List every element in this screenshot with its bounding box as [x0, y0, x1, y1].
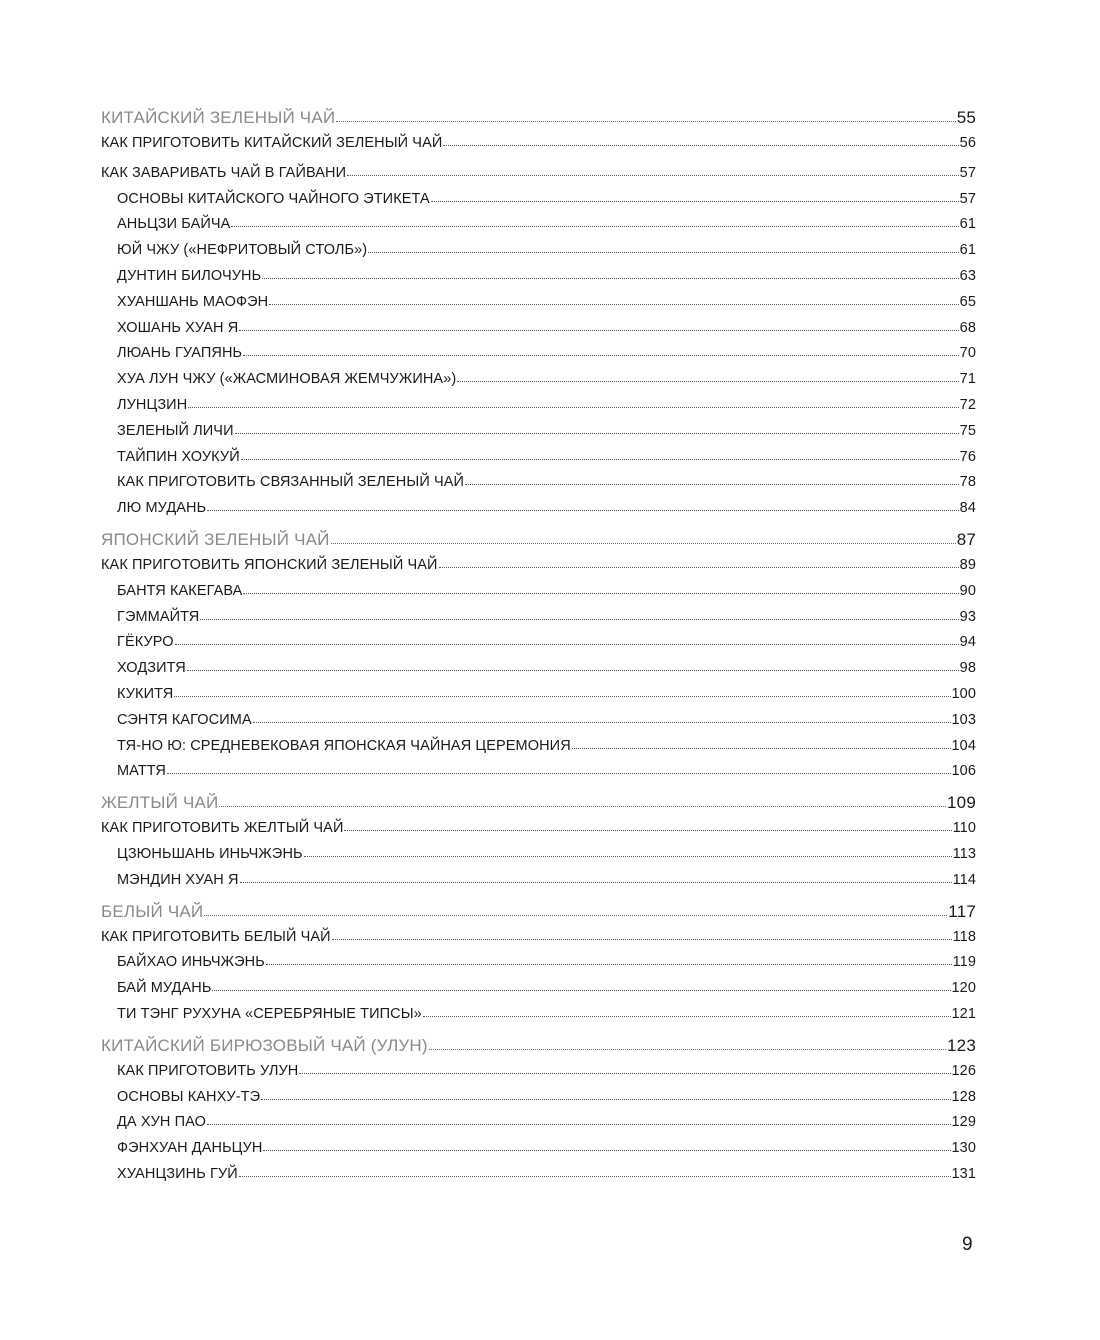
- toc-entry-page: 126: [951, 1062, 976, 1079]
- dot-leader: [431, 200, 959, 202]
- toc-entry-page: 70: [959, 345, 976, 362]
- toc-entry-page: 121: [951, 1005, 976, 1022]
- toc-entry: [101, 557, 976, 583]
- toc-entry: [101, 872, 976, 898]
- dot-leader: [174, 695, 950, 697]
- toc-entry-page: 129: [951, 1114, 976, 1131]
- toc-entry: [101, 1006, 976, 1032]
- toc-entry-page: 131: [951, 1165, 976, 1182]
- toc-entry: [101, 423, 976, 449]
- toc-entry-page: 57: [959, 190, 976, 207]
- toc-entry-title: ХОШАНЬ ХУАН Я: [117, 319, 239, 336]
- toc-entry-title: КИТАЙСКИЙ ЗЕЛЕНЫЙ ЧАЙ: [101, 108, 336, 127]
- toc-entry: [101, 763, 976, 789]
- toc-entry-title: БЕЛЫЙ ЧАЙ: [101, 901, 204, 921]
- toc-entry-title: ЗЕЛЕНЫЙ ЛИЧИ: [117, 422, 234, 439]
- toc-entry: [101, 738, 976, 764]
- toc-entry-page: 87: [956, 529, 976, 549]
- toc-entry-title: КАК ПРИГОТОВИТЬ СВЯЗАННЫЙ ЗЕЛЕНЫЙ ЧАЙ: [117, 474, 465, 491]
- dot-leader: [429, 1048, 946, 1050]
- toc-entry-page: 84: [959, 500, 976, 517]
- toc-entry-page: 106: [951, 763, 976, 780]
- toc-entry: [101, 634, 976, 660]
- toc-entry-page: 90: [959, 582, 976, 599]
- toc-entry-title: СЭНТЯ КАГОСИМА: [117, 711, 252, 728]
- toc-entry-page: 100: [951, 685, 976, 702]
- toc-entry: [101, 846, 976, 872]
- toc-entry-title: КАК ЗАВАРИВАТЬ ЧАЙ В ГАЙВАНИ: [101, 164, 347, 181]
- toc-entry: [101, 500, 976, 526]
- toc-entry: [101, 712, 976, 738]
- dot-leader: [269, 303, 958, 305]
- toc-entry-page: 89: [959, 556, 976, 573]
- toc-entry-title: ХУАНЦЗИНЬ ГУЙ: [117, 1165, 238, 1182]
- toc-entry-page: 61: [959, 216, 976, 233]
- toc-entry-title: ЛУНЦЗИН: [117, 396, 188, 413]
- dot-leader: [207, 1123, 951, 1125]
- dot-leader: [336, 120, 955, 122]
- toc-entry: [101, 191, 976, 217]
- toc-entry-page: 98: [959, 660, 976, 677]
- dot-leader: [465, 483, 959, 485]
- toc-section-heading: [101, 530, 976, 557]
- dot-leader: [457, 380, 958, 382]
- toc-entry: [101, 474, 976, 500]
- toc-section-heading: [101, 1036, 976, 1063]
- toc-entry: [101, 449, 976, 475]
- toc-entry-title: БАЙ МУДАНЬ: [117, 980, 212, 997]
- dot-leader: [231, 225, 958, 227]
- toc-entry-title: ГЁКУРО: [117, 634, 174, 651]
- toc-entry-page: 119: [952, 954, 976, 971]
- dot-leader: [204, 914, 947, 916]
- toc-entry-title: ЦЗЮНЬШАНЬ ИНЬЧЖЭНЬ: [117, 845, 303, 862]
- dot-leader: [368, 251, 958, 253]
- toc-entry-page: 110: [952, 820, 976, 837]
- dot-leader: [263, 1149, 950, 1151]
- toc-entry-title: КАК ПРИГОТОВИТЬ КИТАЙСКИЙ ЗЕЛЕНЫЙ ЧАЙ: [101, 135, 443, 151]
- toc-entry-title: КАК ПРИГОТОВИТЬ ЖЕЛТЫЙ ЧАЙ: [101, 820, 344, 837]
- toc-entry-title: ХОДЗИТЯ: [117, 660, 186, 677]
- toc-entry-title: ДУНТИН БИЛОЧУНЬ: [117, 267, 262, 284]
- toc-entry-page: 63: [959, 267, 976, 284]
- dot-leader: [175, 643, 959, 645]
- toc-entry-page: 65: [959, 293, 976, 310]
- dot-leader: [304, 855, 952, 857]
- toc-entry: [101, 660, 976, 686]
- toc-entry-title: КИТАЙСКИЙ БИРЮЗОВЫЙ ЧАЙ (УЛУН): [101, 1035, 428, 1055]
- toc-entry-page: 93: [959, 608, 976, 625]
- toc-entry-page: 61: [959, 242, 976, 259]
- toc-entry: [101, 1063, 976, 1089]
- dot-leader: [243, 354, 959, 356]
- toc-entry-title: ДА ХУН ПАО: [117, 1114, 206, 1131]
- toc-entry-title: ТАЙПИН ХОУКУЙ: [117, 448, 240, 465]
- toc-entry-title: ЯПОНСКИЙ ЗЕЛЕНЫЙ ЧАЙ: [101, 529, 330, 549]
- toc-section-heading: [101, 902, 976, 929]
- toc-section-heading: [101, 108, 976, 135]
- toc-entry-page: 76: [959, 448, 976, 465]
- toc-entry-page: 117: [948, 901, 976, 921]
- toc-entry-title: ХУАНШАНЬ МАОФЭН: [117, 293, 269, 310]
- toc-entry-page: 56: [959, 135, 976, 151]
- dot-leader: [188, 406, 958, 408]
- dot-leader: [207, 509, 958, 511]
- dot-leader: [219, 805, 946, 807]
- dot-leader: [439, 566, 959, 568]
- toc-entry: [101, 268, 976, 294]
- dot-leader: [344, 829, 951, 831]
- toc-entry: [101, 216, 976, 242]
- dot-leader: [253, 721, 951, 723]
- toc-entry: [101, 371, 976, 397]
- toc-entry-title: ФЭНХУАН ДАНЬЦУН: [117, 1140, 263, 1157]
- toc-entry-page: 130: [951, 1140, 976, 1157]
- toc-entry: [101, 980, 976, 1006]
- dot-leader: [262, 277, 958, 279]
- toc-entry: [101, 1140, 976, 1166]
- toc-entry: [101, 397, 976, 423]
- toc-entry-title: ТЯ-НО Ю: СРЕДНЕВЕКОВАЯ ЯПОНСКАЯ ЧАЙНАЯ ЦЕРЕМОНИЯ: [117, 737, 571, 754]
- toc-entry-page: 114: [952, 871, 976, 888]
- toc-entry-title: КУКИТЯ: [117, 685, 174, 702]
- dot-leader: [239, 1175, 951, 1177]
- dot-leader: [347, 174, 959, 176]
- toc-entry: [101, 294, 976, 320]
- toc-entry-page: 75: [959, 422, 976, 439]
- toc-section-heading: [101, 793, 976, 820]
- dot-leader: [200, 618, 958, 620]
- dot-leader: [332, 938, 952, 940]
- toc-entry-page: 120: [951, 980, 976, 997]
- toc-entry-title: ТИ ТЭНГ РУХУНА «СЕРЕБРЯНЫЕ ТИПСЫ»: [117, 1005, 422, 1022]
- toc-entry-page: 55: [956, 108, 976, 127]
- toc-entry-page: 104: [951, 737, 976, 754]
- dot-leader: [243, 592, 958, 594]
- dot-leader: [187, 669, 959, 671]
- toc-entry-title: ХУА ЛУН ЧЖУ («ЖАСМИНОВАЯ ЖЕМЧУЖИНА»): [117, 371, 457, 388]
- toc-entry-page: 123: [947, 1035, 976, 1055]
- toc-entry-title: ОСНОВЫ КИТАЙСКОГО ЧАЙНОГО ЭТИКЕТА: [117, 190, 430, 207]
- dot-leader: [239, 329, 958, 331]
- dot-leader: [572, 747, 951, 749]
- toc-entry: [101, 583, 976, 609]
- toc-entry-title: БАЙХАО ИНЬЧЖЭНЬ: [117, 954, 265, 971]
- dot-leader: [235, 432, 959, 434]
- toc-entry-title: КАК ПРИГОТОВИТЬ БЕЛЫЙ ЧАЙ: [101, 928, 331, 945]
- toc-entry-page: 103: [951, 711, 976, 728]
- dot-leader: [331, 542, 956, 544]
- toc-entry: [101, 320, 976, 346]
- toc-entry-page: 109: [947, 793, 976, 813]
- toc-entry-page: 128: [951, 1088, 976, 1105]
- toc-entry-title: ЖЕЛТЫЙ ЧАЙ: [101, 793, 219, 813]
- toc-entry-title: АНЬЦЗИ БАЙЧА: [117, 216, 231, 233]
- toc-entry-page: 68: [959, 319, 976, 336]
- toc-entry-page: 78: [959, 474, 976, 491]
- table-of-contents: [101, 108, 976, 1192]
- dot-leader: [299, 1072, 950, 1074]
- toc-entry-page: 57: [959, 164, 976, 181]
- toc-entry-title: ЛЮАНЬ ГУАПЯНЬ: [117, 345, 243, 362]
- toc-entry: [101, 135, 976, 161]
- toc-entry: [101, 1114, 976, 1140]
- toc-entry-title: МЭНДИН ХУАН Я: [117, 871, 239, 888]
- toc-entry: [101, 686, 976, 712]
- toc-entry-page: 94: [959, 634, 976, 651]
- toc-entry: [101, 954, 976, 980]
- toc-entry-title: КАК ПРИГОТОВИТЬ ЯПОНСКИЙ ЗЕЛЕНЫЙ ЧАЙ: [101, 556, 438, 573]
- toc-entry-page: 71: [959, 371, 976, 388]
- page-number: 9: [962, 1234, 973, 1255]
- toc-entry-title: КАК ПРИГОТОВИТЬ УЛУН: [117, 1062, 299, 1079]
- dot-leader: [241, 458, 959, 460]
- dot-leader: [240, 881, 952, 883]
- dot-leader: [167, 772, 951, 774]
- toc-entry: [101, 820, 976, 846]
- toc-entry-page: 72: [959, 396, 976, 413]
- toc-entry: [101, 1166, 976, 1192]
- toc-entry: [101, 1089, 976, 1115]
- toc-entry: [101, 609, 976, 635]
- toc-entry: [101, 345, 976, 371]
- toc-entry-page: 113: [952, 845, 976, 862]
- toc-entry-title: ЛЮ МУДАНЬ: [117, 500, 207, 517]
- dot-leader: [261, 1098, 950, 1100]
- toc-entry-title: МАТТЯ: [117, 763, 166, 780]
- dot-leader: [443, 144, 958, 146]
- toc-entry: [101, 165, 976, 191]
- dot-leader: [266, 963, 952, 965]
- toc-entry: [101, 929, 976, 955]
- toc-entry: [101, 242, 976, 268]
- toc-entry-page: 118: [952, 928, 976, 945]
- toc-entry-title: ЮЙ ЧЖУ («НЕФРИТОВЫЙ СТОЛБ»): [117, 242, 368, 259]
- toc-entry-title: ГЭММАЙТЯ: [117, 608, 200, 625]
- toc-entry-title: ОСНОВЫ КАНХУ-ТЭ: [117, 1088, 261, 1105]
- dot-leader: [423, 1015, 951, 1017]
- dot-leader: [212, 989, 950, 991]
- toc-entry-title: БАНТЯ КАКЕГАВА: [117, 582, 243, 599]
